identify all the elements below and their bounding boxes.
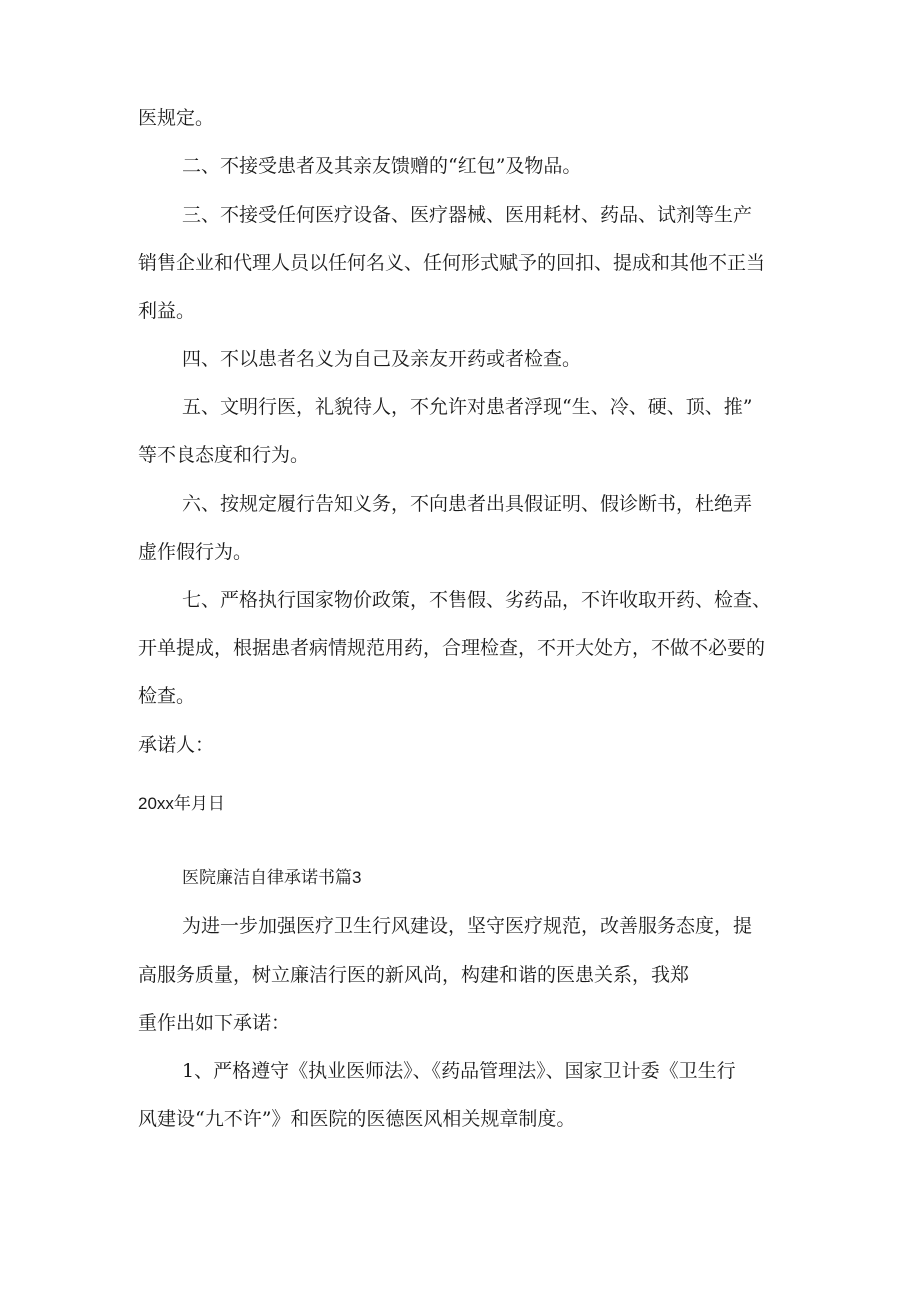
paragraph-line: 四、不以患者名义为自己及亲友开药或者检查。	[182, 348, 582, 370]
signer-label: 承诺人：	[138, 734, 215, 756]
paragraph-line: 利益。	[138, 300, 196, 322]
paragraph-line: 高服务质量，树立廉洁行医的新风尚，构建和谐的医患关系，我郑	[138, 964, 690, 986]
paragraph-line: 检查。	[138, 685, 196, 707]
paragraph-line: 风建设“九不许”》和医院的医德医风相关规章制度。	[138, 1108, 576, 1130]
paragraph-line: 医规定。	[138, 107, 215, 129]
paragraph-line: 七、严格执行国家物价政策，不售假、劣药品，不许收取开药、检查、	[182, 589, 772, 611]
paragraph-line: 六、按规定履行告知义务，不向患者出具假证明、假诊断书，杜绝弄	[182, 493, 753, 515]
paragraph-line: 二、不接受患者及其亲友馈赠的“红包”及物品。	[182, 155, 582, 177]
paragraph-line: 1、严格遵守《执业医师法》、《药品管理法》、国家卫计委《卫生行	[182, 1060, 736, 1082]
paragraph-line: 虚作假行为。	[138, 541, 253, 563]
date-line: 20xx年月日	[138, 794, 225, 813]
paragraph-line: 三、不接受任何医疗设备、医疗器械、医用耗材、药品、试剂等生产	[182, 204, 753, 226]
paragraph-line: 为进一步加强医疗卫生行风建设，坚守医疗规范，改善服务态度，提	[182, 915, 753, 937]
section-title: 医院廉洁自律承诺书篇3	[182, 868, 362, 887]
paragraph-line: 销售企业和代理人员以任何名义、任何形式赋予的回扣、提成和其他不正当	[138, 252, 766, 274]
paragraph-line: 重作出如下承诺：	[138, 1012, 291, 1034]
paragraph-line: 等不良态度和行为。	[138, 444, 310, 466]
paragraph-line: 五、文明行医，礼貌待人，不允许对患者浮现“生、冷、硬、顶、推”	[182, 396, 753, 418]
paragraph-line: 开单提成，根据患者病情规范用药，合理检查，不开大处方，不做不必要的	[138, 637, 766, 659]
